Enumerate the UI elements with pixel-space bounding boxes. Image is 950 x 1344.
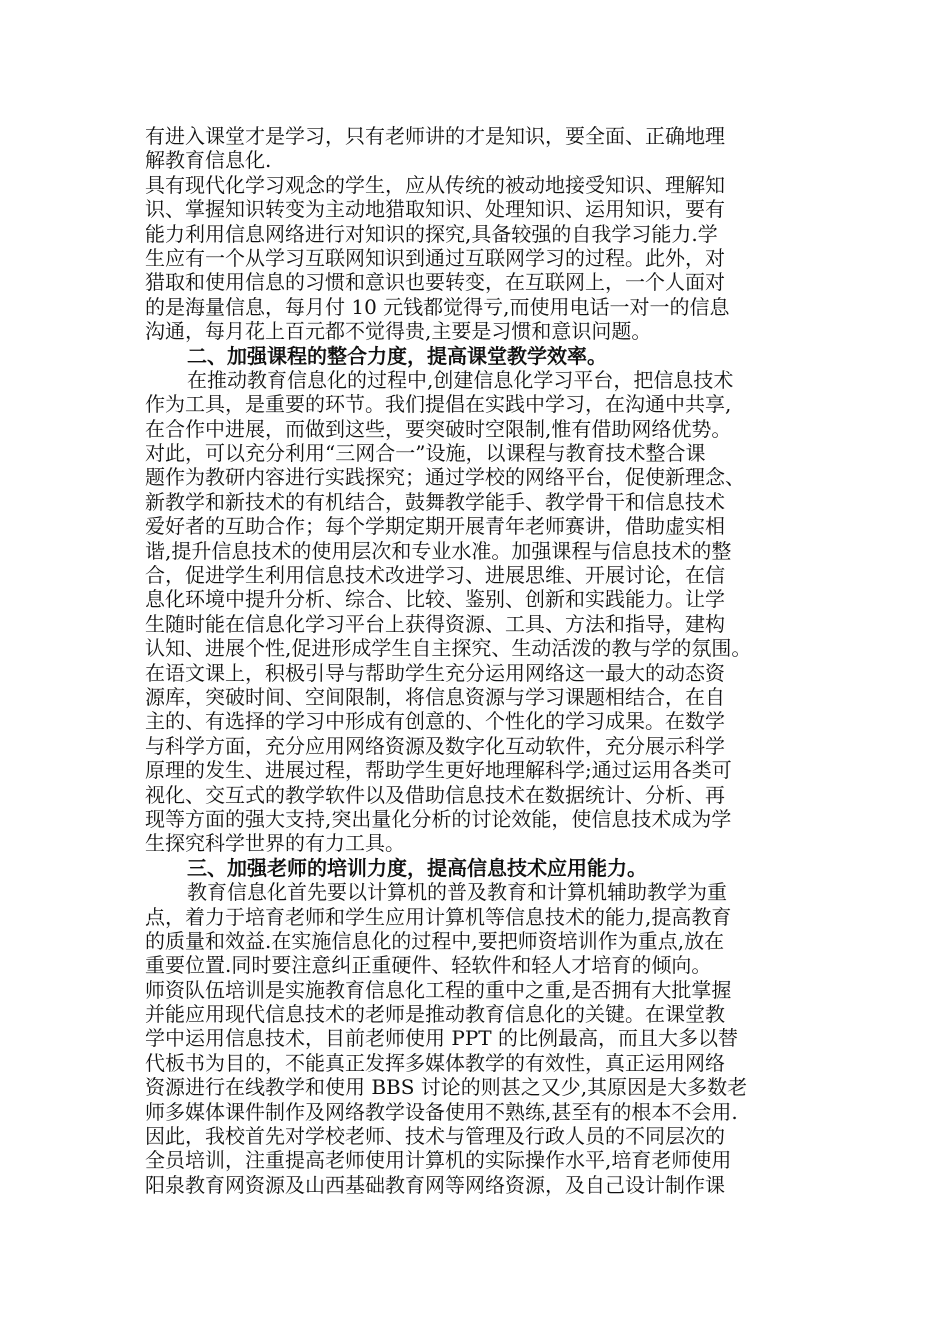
text-line: 息化环境中提升分析、综合、比较、鉴别、创新和实践能力。让学 bbox=[145, 587, 725, 612]
text-line: 谐,提升信息技术的使用层次和专业水准。加强课程与信息技术的整 bbox=[145, 538, 732, 563]
text-line: 的是海量信息，每月付 10 元钱都觉得亏,而使用电话一对一的信息 bbox=[145, 294, 730, 319]
text-line: 因此，我校首先对学校老师、技术与管理及行政人员的不同层次的 bbox=[145, 1124, 725, 1149]
text-line: 代板书为目的，不能真正发挥多媒体教学的有效性，真正运用网络 bbox=[145, 1050, 725, 1075]
text-line: 资源进行在线教学和使用 BBS 讨论的则甚之又少,其原因是大多数老 bbox=[145, 1075, 748, 1100]
text-line: 现等方面的强大支持,突出量化分析的讨论效能，使信息技术成为学 bbox=[145, 806, 732, 831]
text-line: 教育信息化首先要以计算机的普及教育和计算机辅助教学为重 bbox=[187, 880, 727, 905]
text-line: 并能应用现代信息技术的老师是推动教育信息化的关键。在课堂教 bbox=[145, 1002, 725, 1027]
text-line: 作为工具，是重要的环节。我们提倡在实践中学习，在沟通中共享, bbox=[145, 392, 732, 417]
text-line: 重要位置.同时要注意纠正重硬件、轻软件和轻人才培育的倾向。 bbox=[145, 953, 712, 978]
text-line: 解教育信息化. bbox=[145, 148, 272, 173]
text-line: 有进入课堂才是学习，只有老师讲的才是知识，要全面、正确地理 bbox=[145, 124, 725, 148]
text-line: 在推动教育信息化的过程中,创建信息化学习平台，把信息技术 bbox=[187, 367, 734, 392]
text-line: 合，促进学生利用信息技术改进学习、进展思维、开展讨论，在信 bbox=[145, 563, 725, 588]
text-line: 视化、交互式的教学软件以及借助信息技术在数据统计、分析、再 bbox=[145, 782, 725, 807]
text-line: 生探究科学世界的有力工具。 bbox=[145, 831, 405, 856]
text-line: 沟通，每月花上百元都不觉得贵,主要是习惯和意识问题。 bbox=[145, 319, 652, 344]
text-line: 爱好者的互助合作；每个学期定期开展青年老师赛讲，借助虚实相 bbox=[145, 514, 725, 539]
text-line: 学中运用信息技术，目前老师使用 PPT 的比例最高，而且大多以替 bbox=[145, 1026, 738, 1051]
text-line: 在语文课上，积极引导与帮助学生充分运用网络这一最大的动态资 bbox=[145, 660, 725, 685]
text-line: 生随时能在信息化学习平台上获得资源、工具、方法和指导，建构 bbox=[145, 611, 725, 636]
text-line: 在合作中进展，而做到这些，要突破时空限制,惟有借助网络优势。 bbox=[145, 416, 732, 441]
text-line: 师多媒体课件制作及网络教学设备使用不熟练,甚至有的根本不会用. bbox=[145, 1099, 738, 1124]
text-line: 主的、有选择的学习中形成有创意的、个性化的学习成果。在数学 bbox=[145, 709, 725, 734]
text-line: 猎取和使用信息的习惯和意识也要转变，在互联网上，一个人面对 bbox=[145, 270, 725, 295]
text-line: 源库，突破时间、空间限制，将信息资源与学习课题相结合，在自 bbox=[145, 684, 725, 709]
section-heading: 二、加强课程的整合力度，提高课堂教学效率。 bbox=[187, 343, 607, 368]
text-line: 对此，可以充分利用“三网合一”设施，以课程与教育技术整合课 bbox=[145, 441, 706, 466]
text-line: 认知、进展个性,促进形成学生自主探究、生动活泼的教与学的氛围。 bbox=[145, 636, 752, 661]
text-line: 与科学方面，充分应用网络资源及数字化互动软件，充分展示科学 bbox=[145, 733, 725, 758]
text-line: 能力利用信息网络进行对知识的探究,具备较强的自我学习能力.学 bbox=[145, 221, 718, 246]
document-page bbox=[145, 124, 810, 1197]
text-line: 点，着力于培育老师和学生应用计算机等信息技术的能力,提高教育 bbox=[145, 904, 732, 929]
section-heading: 三、加强老师的培训力度，提高信息技术应用能力。 bbox=[187, 855, 647, 880]
text-line: 阳泉教育网资源及山西基础教育网等网络资源，及自己设计制作课 bbox=[145, 1172, 725, 1197]
text-line: 识、掌握知识转变为主动地猎取知识、处理知识、运用知识，要有 bbox=[145, 197, 725, 222]
text-line: 生应有一个从学习互联网知识到通过互联网学习的过程。此外，对 bbox=[145, 245, 725, 270]
text-line: 师资队伍培训是实施教育信息化工程的重中之重,是否拥有大批掌握 bbox=[145, 977, 732, 1002]
text-line: 的质量和效益.在实施信息化的过程中,要把师资培训作为重点,放在 bbox=[145, 928, 725, 953]
text-line: 新教学和新技术的有机结合，鼓舞教学能手、教学骨干和信息技术 bbox=[145, 489, 725, 514]
text-line: 原理的发生、进展过程，帮助学生更好地理解科学;通过运用各类可 bbox=[145, 758, 732, 783]
text-line: 题作为教研内容进行实践探究；通过学校的网络平台，促使新理念、 bbox=[145, 465, 745, 490]
text-line: 具有现代化学习观念的学生，应从传统的被动地接受知识、理解知 bbox=[145, 172, 725, 197]
text-line: 全员培训，注重提高老师使用计算机的实际操作水平,培育老师使用 bbox=[145, 1148, 732, 1173]
